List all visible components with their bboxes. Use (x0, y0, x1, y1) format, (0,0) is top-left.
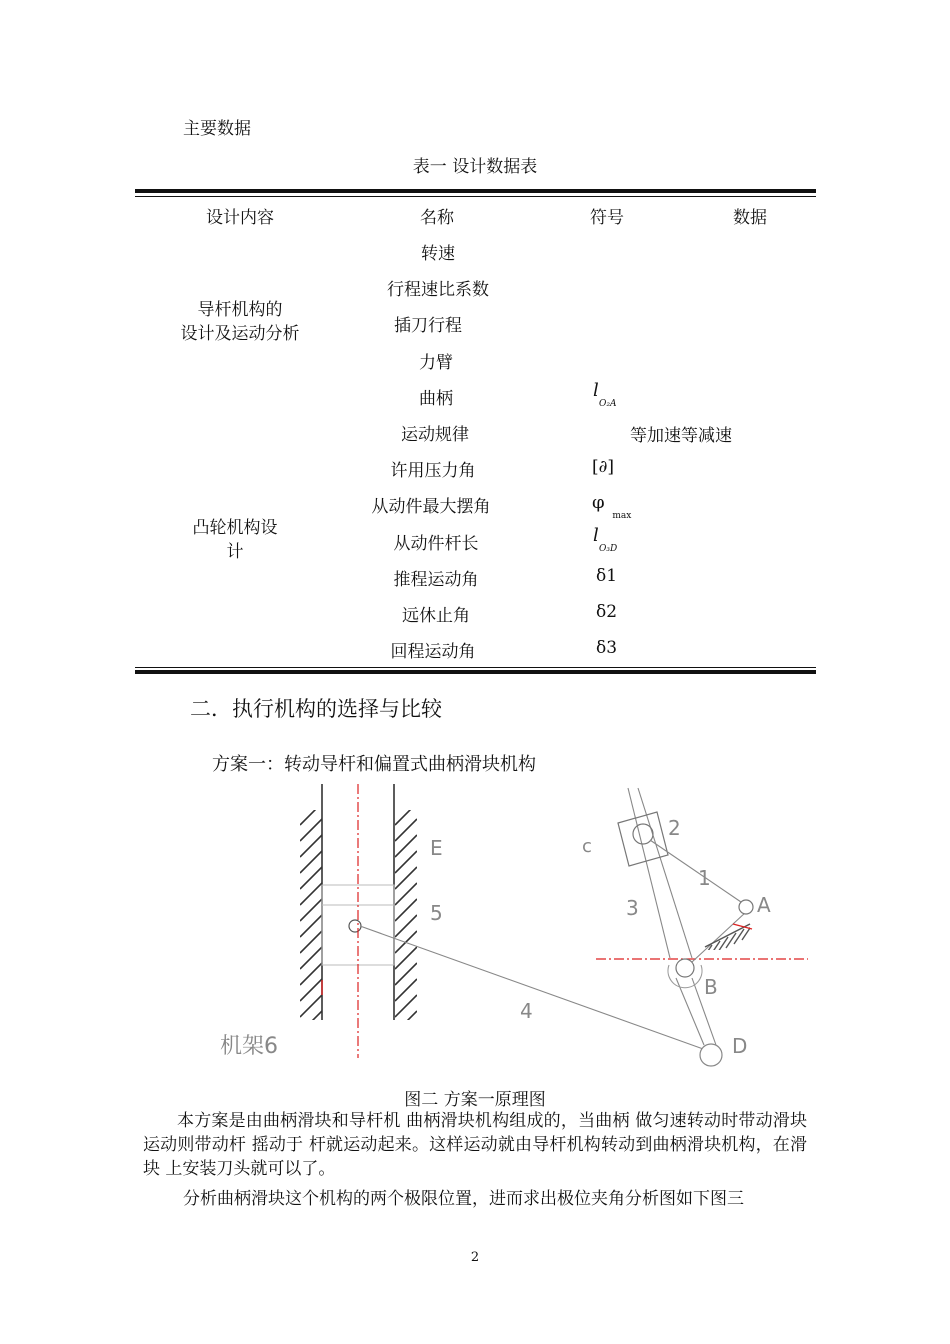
label-frame: 机架6 (220, 1034, 278, 1059)
table-row-symbol: [∂] (592, 457, 615, 477)
page-number: 2 (470, 1250, 480, 1265)
body-paragraph: 分析曲柄滑块这个机构的两个极限位置，进而求出极位夹角分析图如下图三 (183, 1189, 744, 1209)
table-row-symbol (592, 492, 632, 521)
figure-caption: 图二 方案一原理图 (404, 1090, 546, 1110)
table-row-name: 插刀行程 (394, 316, 462, 336)
table-bottom-rule-thin (135, 667, 816, 668)
table-row-symbol (593, 380, 617, 409)
body-paragraph: 本方案是由曲柄滑块和导杆机 曲柄滑块机构组成的，当曲柄 做匀速转动时带动滑块 运动则带动杆 摇动于 杆就运动起来。这样运动就由导杆机构转动到曲柄滑块机构，在滑块 上安装刀头就可以了。 (143, 1111, 807, 1179)
symbol-subscript: O₃D (599, 544, 618, 554)
section-title: 二．执行机构的选择与比较 (190, 697, 442, 721)
table-row-name: 转速 (421, 244, 455, 264)
table-bottom-rule (135, 670, 816, 674)
table-header-data: 数据 (733, 208, 767, 228)
table-row-data: 等加速等减速 (630, 426, 732, 446)
label-A: A (757, 893, 771, 917)
group-label-line: 计 (226, 542, 244, 562)
label-1: 1 (698, 866, 711, 890)
table-row-symbol: δ2 (596, 602, 618, 622)
table-row-symbol: δ1 (596, 566, 618, 586)
label-c: c (582, 836, 592, 857)
label-2: 2 (668, 816, 681, 840)
group-label-line: 导杆机构的 (197, 300, 283, 320)
scheme-title: 方案一：转动导杆和偏置式曲柄滑块机构 (212, 754, 536, 775)
section-heading-main-data: 主要数据 (183, 119, 251, 139)
group-label-line: 凸轮机构设 (192, 518, 278, 538)
symbol-subscript: max (612, 511, 632, 521)
table-row-name: 行程速比系数 (387, 280, 489, 300)
table-row-symbol: δ3 (596, 638, 618, 658)
table-top-rule (135, 189, 816, 193)
symbol-l: l (593, 380, 599, 401)
table-row-name: 从动件杆长 (393, 534, 479, 554)
symbol-l: l (593, 525, 599, 546)
symbol-phi: φ (592, 492, 605, 513)
table-row-name: 远休止角 (402, 606, 470, 626)
mechanism-diagram (0, 770, 950, 1080)
table-row-name: 力臂 (419, 353, 453, 373)
table-top-rule-thin (135, 196, 816, 197)
table-row-name: 曲柄 (419, 389, 453, 409)
table-header-name: 名称 (420, 208, 454, 228)
table-row-symbol (593, 525, 617, 554)
label-3: 3 (626, 896, 639, 920)
label-4: 4 (520, 999, 533, 1023)
table-header-symbol: 符号 (590, 208, 624, 228)
table-group-cam (160, 516, 310, 564)
label-B: B (704, 975, 718, 999)
label-D: D (732, 1034, 748, 1058)
label-5: 5 (430, 901, 443, 925)
symbol-subscript: O₂A (599, 399, 617, 409)
group-label-line: 设计及运动分析 (180, 324, 300, 344)
table-caption: 表一 设计数据表 (412, 157, 538, 177)
table-row-name: 从动件最大摆角 (371, 497, 491, 517)
table-row-name: 推程运动角 (393, 570, 479, 590)
table-row-name: 许用压力角 (390, 461, 476, 481)
table-row-name: 回程运动角 (390, 642, 476, 662)
label-E: E (430, 836, 443, 860)
table-row-name: 运动规律 (401, 425, 469, 445)
table-header-design-content: 设计内容 (206, 208, 274, 228)
table-group-guide-bar (140, 298, 340, 346)
